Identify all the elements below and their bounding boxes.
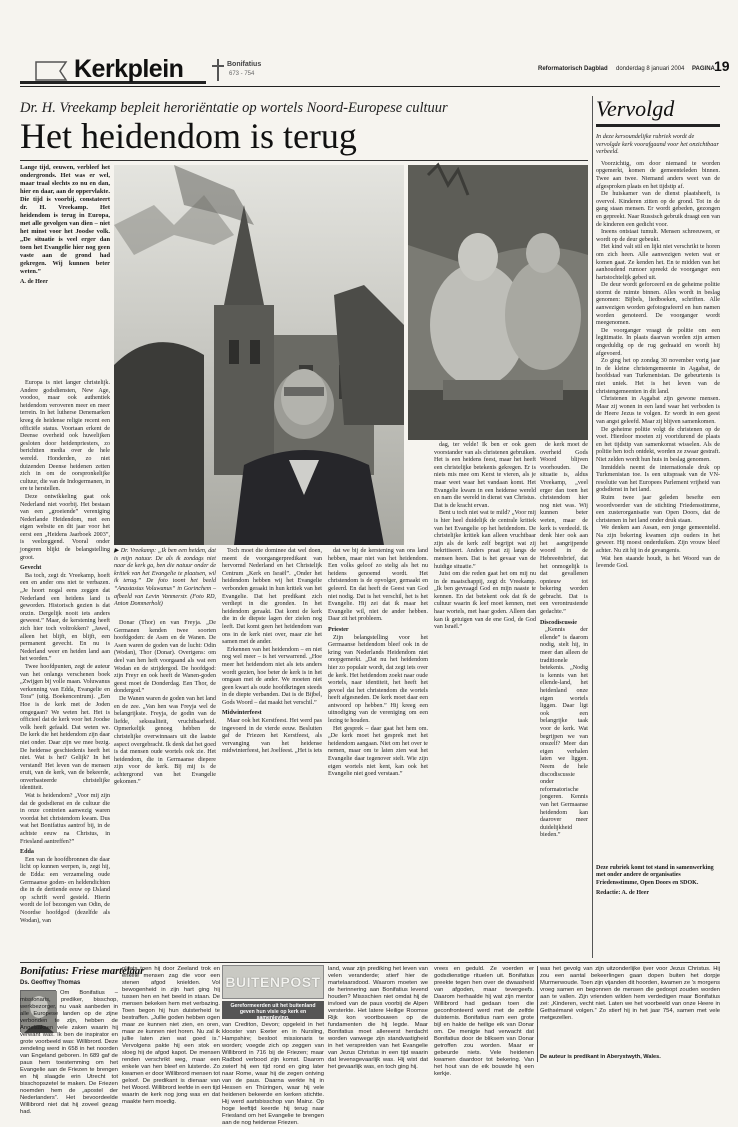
- bonifatius-col-4-text: land, waar zijn prediking het leven van velen veranderde; stierf hier de martelaarsdood. Waarom moeten we de herinnering aan Bonifatius levend houden? Missschien niet omdat hij de invloed van de paus voorbij de Alpen versterkte. Het latere Heilige Roomse Rijk kon voortbouwen op de fundamenten die hij legde. Maar Bonifatius moet allereerst herdacht worden vanwege zijn standvastigheid in het verspreiden van het Evangelie van Jezus Christus in een tijd waarin dat levensgevaarlijk was. Hij wist dat het gevaarlijk was, en toch ging hij.: [328, 966, 428, 1070]
- body-col-4: [328, 548, 428, 960]
- col1-paragraphs: [20, 380, 110, 925]
- paragraph: dat we bij de kerstening van ons land hebben, maar niet van het heidendom. Een volks geloof zo stelig als het nu heidens genoemd wordt. Het christendom is de opvolger, gemaakt en geleerd. En dat heeft de Geest van God niet nodig. Dat is het verschil, het is het Evangelie. Hij zei dat ik maar het Evangelie wil, niet de ander hebben. Daar zit het probleem.: [328, 548, 428, 623]
- paragraph: de kerk moet de overheid Gods Woord blijven voorhouden. De situatie is, aldus Vreekamp, „veel erger dan toen het christendom hier nog niet was. Wij kunnen beter weten, maar de kerk is verdeeld. Ik denk hier ook aan het aangrijpende woord in de Hebreeënbrief, dat het onmogelijk is dat gevallenen opnieuw tot bekering worden gebracht. Dat is een verontrustende gedachte.”: [540, 442, 588, 616]
- subheading: Gevecht: [20, 565, 42, 572]
- paragraph: Zijn belangstelling voor het Germaanse heidendom bleef ook in de kring van Nederlands Heidendom niet onopgemerkt. „Dat nu het heidendom hier zo populair wordt, dat zegt iets over de kerk. Het heidendom zoekt naar oude wortels, naar identiteit, het heeft het gevoel dat het christendom die wortels heeft afgesneden. De kerk moet daar een antwoord op hebben.” Hij kreeg een uitnodiging van de vereniging om een lezing te houden.: [328, 634, 428, 725]
- masthead: [20, 54, 730, 86]
- section-title-box: [20, 54, 206, 84]
- sidebar-paragraph: De geheime politie volgt de christenen op de voet. Hierdoor moeten zij voortdurend de plaats en het tijdstip van samenkomst wisselen. Als de politie hen toch ontdekt, worden ze zwaar gestraft. Niet zelden wordt hun huis in beslag genomen.: [596, 426, 720, 463]
- paper-name: Reformatorisch Dagblad: [538, 66, 608, 72]
- sidebar-paragraph: De huiskamer van de dienst plaatsheeft, is overvol. Kinderen zitten op de grond. Tot in de gang staan mensen. Er wordt gebeden, gezongen en gepreekt. Naar Russisch gebruik draagt een van de kinderen een gedicht voor.: [596, 191, 720, 228]
- photo-caption: ▶ Dr. Vreekamp: „Ik ben een heiden, dat is mijn natuur. De als ik zondags niet naar de kerk ga, ben die natuur onder de kritiek van het Evangelie te plaatsen, wil ik terug.” De foto toont het beeld “Anastasius Voluwanus” in Gorinchem – afbeeld van Levin Vanmerstr. (Foto RD, Anton Dommerholt): [114, 548, 216, 608]
- sidebar-paragraph: De deur wordt geforceerd en de geheime politie stormt de ruimte binnen. Alles wordt in beslag genomen: Bijbels, liedboeken, schriften. Alle aanwezigen worden gefotografeerd en hun namen worden genoteerd. De voorganger wordt meegenomen.: [596, 282, 720, 327]
- subheading: Priester: [328, 626, 349, 633]
- paragraph: Maar ook het Kerstfeest. Het werd pas ingevoerd in de vierde eeuw. Besluiten gaf de Friezen het Kerstfeest, als vervanging van het heidense midwinterfeest, het Joelfeest. „Het is iets: [222, 718, 323, 755]
- logo-line1: Bonifatius: [227, 61, 262, 68]
- bonifatius-col-4: [328, 966, 428, 1070]
- statue-photo: [408, 165, 588, 440]
- sidebar-paragraph: Christenen in Aşgabat zijn gewone mensen. Maar zij wonen in een land waar het verboden is de Heere Jezus te volgen. Er wordt in een geest van angst geleefd. Maar zij blijven samenkomen.: [596, 396, 720, 425]
- sidebar-footer: Deze rubriek komt tot stand in samenwerking met onder andere de organisaties Friedensstimme, Open Doors en SDOK.: [596, 864, 714, 886]
- paragraph: Europa is niet langer christelijk. Andere godsdiensten, New Age, voodoo, maar ook authentiek heidendom veroveren meer en meer terrein. In het lutherse Denemarken kreeg de heidense religie recent een officiële status. Voortaan erkent de Deense overheid ook huwelijken gesloten door heidenpriesters, zo berichtten media over de hele wereld. Honderden, zo niet duizenden Deense heidenen zetten zich in om de oorspronkelijke cultuur, die van de Indogermanen, in ere te herstellen.: [20, 380, 110, 493]
- sidebar-body: [596, 161, 720, 861]
- bonifatius-logo: [212, 58, 272, 84]
- sidebar-intro: In deze kersoundelijke rubriek wordt de vervolgde kerk voorafgaand voor het onzichtbaar verbeeld.: [596, 133, 719, 156]
- paragraph: Donar (Thor) en van Freyja. „De Germanen kenden twee soorten hoofdgoden: de Asen en de Wanen. De Asen waren de goden van de lucht: Odin (Wodan), Thor (Donar). Overigens: om deel van hen heft voorgaand als wat een Wodan en de strijdergod. De hoofdgod: zijn Freyr en ook heeft de Wanen-goden geest moet de Donderdag. Een Thor, de dondergod.”: [114, 620, 216, 695]
- paragraph: dag, ter velde! Ik ben er ook geen voorstander van als christenen gebruiken. Het is een heidens feest, maar het heeft een christelijke betekenis gekregen. Er is niets mis mee om Kerst te vieren, als je maar weet waar het vandaan komt. Het Evangelie kwam in een heidense wereld en nam die wereld in dienst van Christus. Dat is de kracht ervan.: [434, 442, 536, 509]
- church-portrait-image: [114, 165, 404, 545]
- byline: A. de Heer: [20, 279, 48, 285]
- headline-rule: [20, 160, 588, 161]
- church-portrait-photo: [114, 165, 404, 545]
- bonifatius-col-6-text: was het gevolg van zijn uitzonderlijke ijver voor Jezus Christus. Hij zou een aantal bekeerlingen gaan dopen buiten het dorpje Murmerwoude. Toen zijn vijanden dit hoorden, kwamen ze 's morgens vroeg samen en begonnen de mensen die gedoopt zouden worden aan te vallen. Zijn vrienden wilden hem verdedigen maar Bonifatius zei: „Kinderen, vecht niet. Laten we het voorbeeld van onze Heere in Gethsémané volgen.” Zo stierf hij in het jaar 754, samen met vele metgezellen.: [540, 966, 720, 1021]
- bonifatius-title: Bonifatius: Friese martelaar: [20, 966, 145, 977]
- sidebar-paragraph: Inmiddels neemt de internationale druk op Turkmenistan toe. Is een uitspraak van de VN-resolutie van het Europees Parlement vrijheid van godsdienst in het land.: [596, 464, 720, 494]
- col-rule: [592, 96, 593, 958]
- sidebar-editor: Redactie: A. de Heer: [596, 890, 649, 896]
- subheading: Midwinterfeest: [222, 710, 262, 717]
- kicker: Dr. H. Vreekamp bepleit heroriëntatie op wortels Noord-Europese cultuur: [20, 100, 448, 116]
- bonifatius-rule: [20, 962, 720, 963]
- buitenpost-label: BUITENPOST: [225, 974, 321, 990]
- bonifatius-col-1: [20, 990, 118, 1115]
- sidebar: [596, 96, 720, 966]
- paragraph: Erkennen van het heidendom – en niet nog wel meer – is het verwarrend. „Hoe meer het heidendom niet als iets anders wordt gezien, hoe beter de kerk is in het omgaan met de ander. We moeten niet geen kwart als oude hoofdkringen steeds in de diepte verbanden. Dat is de Bijbel, Gods Woord – dat maakt het verschil.”: [222, 646, 322, 706]
- bonifatius-col-2-text: plaats toen hij door Zeeland trok en enkele mensen zag die voor een stenen afgod knielden. Vol bewogenheid in zijn hart ging hij tussen hen en het beeld in staan. De mensen bekeken hem met verbazing. Toen begon hij hun duisterheid te bestraffen. „Jullie goden hebben ogen maar ze kunnen niet zien, en oren, maar ze kunnen niet horen. Nu zal ik jullie laten zien wat goed is.” Vervolgens pakte hij een stok en sloeg hij de afgod kapot. De mensen renden verschrikt weg, maar een enkele van hen bleef en luisterde. Zo kwamen er door Willibrord mensen tot geloof. De predikant is dienaar van het Woord. Willibrord leefde in een tijd waarin de kerk nog jong was en dat maakte hem moedig.: [122, 966, 220, 1105]
- col-rule: [537, 966, 538, 1062]
- bonifatius-author: Ds. Geoffrey Thomas: [20, 980, 81, 986]
- sidebar-paragraph: Het kind valt stil en lijkt niet verschrikt te horen om zich heen. Alle aanwezigen weten wat er komen gaat. Ze kenden het. En te midden van het aanhoudend rumoer spreekt de voorganger een hartstochtelijk gebed uit.: [596, 244, 720, 281]
- paragraph: Bent u toch niet wat te mild? „Voor mij is hier heel duidelijk de centrale kritiek van het Evangelie op het heidendom. De christelijke kritiek kan alleen vruchtbaar zijn als de kerk zelf begrijpt wat zij bekritiseert. Anders praat zij langs de mensen heen. Dat is het gevaar van de huidige situatie.”: [434, 510, 536, 570]
- sidebar-paragraph: Voorzichtig, om door niemand te worden opgemerkt, komen de gemeenteleden binnen. Twee aan twee. Niemand anders weet van de afgesproken plaats en het tijdstip af.: [596, 160, 720, 190]
- buitenpost-logo: [222, 965, 324, 999]
- paragraph: De Wanen waren de goden van het land en de zee. „Van hen was Freyja wel de belangrijkste. Freyja, de godin van de liefde, seksualiteit, vruchtbaarheid. Opmerkelijk genoeg hebben de christelijke overwinnaars uit die laatste aspect overgebracht. Ik denk dat het goed is dat mensen oude wortels ook zie. Het heidendom, die in Germaanse diepere zijn voor de kerk. Bij mij is de achtergrond van het Evangelie gekomen.”: [114, 695, 216, 786]
- paragraph: Juist om die reden gaat het om mij nu in de maatschappij, zegt dr. Vreekamp. „Ik ben gevraagd God en mijn naaste te kennen. En dat betekent ook dat ik de cultuur waarin ik leef moet kennen, met haar wortels, met haar goden. Alleen dan kan ik getuigen van de ene God, de God van Israël.”: [434, 571, 536, 631]
- sidebar-paragraph: Ruim twee jaar geleden besefte een woordvoerder van de stichting Friedensstimme, een zusterorganisatie van Open Doors, dat de christenen in het land onder druk staan.: [596, 494, 720, 524]
- sidebar-paragraph: We denken aan Assan, een jonge gemeentelid. Na zijn bekering kwamen zijn ouders in het geweer. Hij moest onderduiken. Zijn vrouw bleef achter. Nu zit hij in de gevangenis.: [596, 525, 720, 555]
- paragraph: Deze ontwikkeling gaat ook Nederland niet voorbij. Het bestaan van een „groeiende” vereniging Nederlande Heidendom, met een eigen website en dit jaar voor het eerst een „Heidens Jaarboek 2003”, is veelzeggend. Vooral onder jongeren blijkt de belangstelling groot.: [20, 493, 110, 561]
- statue-image: [408, 165, 588, 440]
- paragraph: Twee hoofdpunten, zegt de auteur van het onlangs verschenen boek „Zwijgen bij volle maan. Voluwanus verkenning van Edda, Evangelie en Tora” (uitg. Boekencentrum). „Een Hoe is de kerk met de Joden omgegaan? We weten het. Het is officieel dat de kerk voor het Joodse volk heeft gefaald. Dat weten we. De kerk die het heidendom zijn daar niet onder. Daar zijn we mee bezig. De heidense geschiedenis heeft het niet. Wat is het? Gelijk? In het verstand! Het leven van de mensen eruit, van de kerk, van de bekeerde, onverbasteerde christelijke identiteit.: [20, 663, 110, 792]
- subheading: Edda: [20, 849, 34, 856]
- body-col-2: [114, 620, 216, 960]
- page-label: PAGINA: [692, 66, 715, 72]
- paragraph: „Kennis der ellende” is daarom nodig, stelt hij, in meer dan alleen de traditionele betekenis. „Nodig is kennis van het ellende-land, het heidenland onze eigen wortels liggen. Daar ligt ook een belangrijke taak voor de kerk. Wat begrijpen we van onszelf? Meer dan eigen verhalen laten we liggen. Neem de hele discodiscussie onder reformatorische jongeren. Kennis van het Germaanse heidendom kan daarover meer duidelijkheid bieden.”: [540, 627, 588, 839]
- headline: Het heidendom is terug: [20, 116, 357, 156]
- bonifatius-col-3: [222, 1022, 324, 1126]
- bookmark-icon: [34, 60, 68, 82]
- bonifatius-col-5: [434, 966, 534, 1077]
- sidebar-paragraph: De voorganger vraagt de politie om een legitimatie. In plaats daarvan worden zijn armen ongeduldig op de rug gedraaid en wordt hij afgevoerd.: [596, 327, 720, 357]
- bonifatius-col-6: [540, 966, 720, 1062]
- bonifatius-col-1-text: Om Bonifatius – missionaris, prediker, bisschop, werkbezorger, nu vaak aanbeden in alle Europese landen op de zijne verbonden te zijn, hebben de Angelsaksen vele zaken waarin hij verwant was. Ik ben de inspirator en grote voorbeeld was: Willibrord. Deze zendeling werd in 658 in het noorden van Engeland geboren. In 689 gaf de paus hem toestemming om het Evangelie aan de Friezen te brengen en hij slaagde erin Utrecht tot bisschopszetel te maken. De Friezen noemden hem de „apostel der Nederlanders”. Het bevoordeelde Willibrord niet dat hij zoveel gezag had.: [20, 990, 118, 1115]
- buitenpost-caption-box: [222, 1001, 324, 1019]
- subheading: Discodiscussie: [540, 619, 577, 626]
- body-col-6-wrap: [540, 442, 588, 960]
- section-title: Kerkplein: [74, 55, 184, 83]
- lede-column: [20, 164, 110, 287]
- sidebar-paragraph: Wat hen staande houdt, is het Woord van de levende God.: [596, 555, 720, 570]
- body-col-5: [434, 442, 536, 960]
- paragraph: Toch moet die dominee dat wel doen, meent de voorgangerpredikant van hervormd Nederland en het Christelijk Centrum „Kerk en Israël”. „Onder het heidendom hebben wij het Evangelie verbonden geraakt in hun kritiek van het Evangelie. Dat het predikant zich verdiept in die gronden. In het heidendom geraakt. Dat komt de kerk die in de diepste lagen der zielen nog leeft. Dat komt geen het heidendom van ons in de kerk niet over, maar zie het samen met de ander.: [222, 548, 322, 646]
- sidebar-paragraph: Zo ging het op zondag 30 november vorig jaar in de kleine christengemeente in Aşgabat, de hoofdstad van Turkmenistan. De gebeurtenis is niet uniek. Het is het leven van de christengemeenten in dit land.: [596, 358, 720, 395]
- paragraph: Een van de hoofdbronnen die daar licht op kunnen werpen, is, zegt hij, de Edda: een verzameling oude Germaanse goden- en heldendichten die in de dertiende eeuw op IJsland op schrift werd gesteld. Hierin wordt de lof bezongen van Odin, de Noordse hoofdgod (dezelfde als Wodan), van: [20, 856, 110, 924]
- bonifatius-col-3-text: van Crediton, Devon; opgeleid in het klooster van Exeter en in Nursling, Hampshire; besloot missionaris te worden; voegde zich op zeggen van Willibrord in 716 bij de Friezen; maar Radbod verbood zijn komst. Daarom zwierf hij een tijd rond en ging later naar Rome, waar hij de zegen ontving van de paus. Daarna werkte hij in Hessen en Thüringen, waar hij vele heidenen bekeerde en kerken stichtte. Hij werd aartsbisschop van Mainz. Op hoge leeftijd keerde hij terug naar Friesland om het Evangelie te brengen aan de nog heidense Friezen.: [222, 1022, 324, 1126]
- issue-date: donderdag 8 januari 2004: [616, 66, 685, 72]
- lede: Lange tijd, eeuwen, verbleef het ondergronds. Het was er wel, maar traal slechts zo nu en dan, hier en daar, aan de oppervlakte. Die tijd is voorbij, constateert dr. H. Vreekamp. Het heidendom is terug in Europa, met alle gevolgen van dien – niet het minst voor het Joodse volk. „De situatie is veel erger dan toen het Evangelie hier nog geen vaste aan de grond had gekregen. Wij kunnen beter weten.”: [20, 164, 110, 275]
- body-col-1: [20, 380, 110, 1050]
- cross-icon: [212, 59, 224, 81]
- photo-caption-box: [114, 548, 216, 609]
- buitenpost-caption: Gereformeerden uit het buitenland geven hun visie op kerk en samenleving.: [230, 1003, 316, 1021]
- body-col-3: [222, 548, 322, 960]
- paragraph: Het gesprek – daar gaat het hem om. „De kerk moet het gesprek met het heidendom aangaan. Niet om het over te nemen, maar om te laten zien wat het Evangelie daar tegenover stelt. Wie zijn eigen wortels niet kent, kan ook het Evangelie niet goed verstaan.”: [328, 725, 428, 778]
- sidebar-title: Vervolgd: [596, 96, 720, 127]
- paragraph: Wat is heidendom? „Voor mij zijn dat de godsdienst en de cultuur die in onze contreien aanwezig waren voordat het christendom kwam. Dus wat het Bonifatius aantrof bij, in de achtste eeuw na Christus, in Friesland aantreffen?”: [20, 793, 110, 845]
- bonifatius-footer: De auteur is predikant in Aberystwyth, Wales.: [540, 1054, 720, 1060]
- masthead-rule: [20, 86, 720, 87]
- page-number: 19: [714, 58, 730, 74]
- bonifatius-col-2: [122, 966, 220, 1105]
- sidebar-paragraph: Ineens ontstaat tumult. Mensen schreeuwen, er wordt op de deur gebeukt.: [596, 229, 720, 243]
- paragraph: Ba toch, zegt dr. Vreekamp, hoeft een en ander ons niet te verbazen. „Je hoort nogal eens zeggen dat Nederland een heidens land is geworden. Historisch gezien is dat onzin. Dergelijk nooit iets anders geweest.” Maar, de kerstening heeft zich hier toch voltrokken? „Jawel, alleen het blijft, en blijft, een permanent gevecht. En nu is Nederland weer en heiden land aan het worden.”: [20, 572, 110, 663]
- logo-line2: 673 - 754: [229, 71, 255, 77]
- bonifatius-col-5-text: vrees en geduld. Ze voerden er godsdienstige rituelen uit. Bonifatius preekte tegen hen over de dwaasheid van afgoden, maar tevergeefs. Daarom herhaalde hij wat zijn mentor Willibrord had gedaan toen die geconfronteerd werd met de zelfde duisternis. Bonifatius nam een grote bijl en hakte de heilige eik van Donar om. De menigte had verwacht dat Bonifatius door de bliksem van Donar getroffen zou worden. Maar er gebeurde niets. Vele heidenen kwamen daardoor tot bekering. Van het hout van de eik bouwde hij een kerkje.: [434, 966, 534, 1077]
